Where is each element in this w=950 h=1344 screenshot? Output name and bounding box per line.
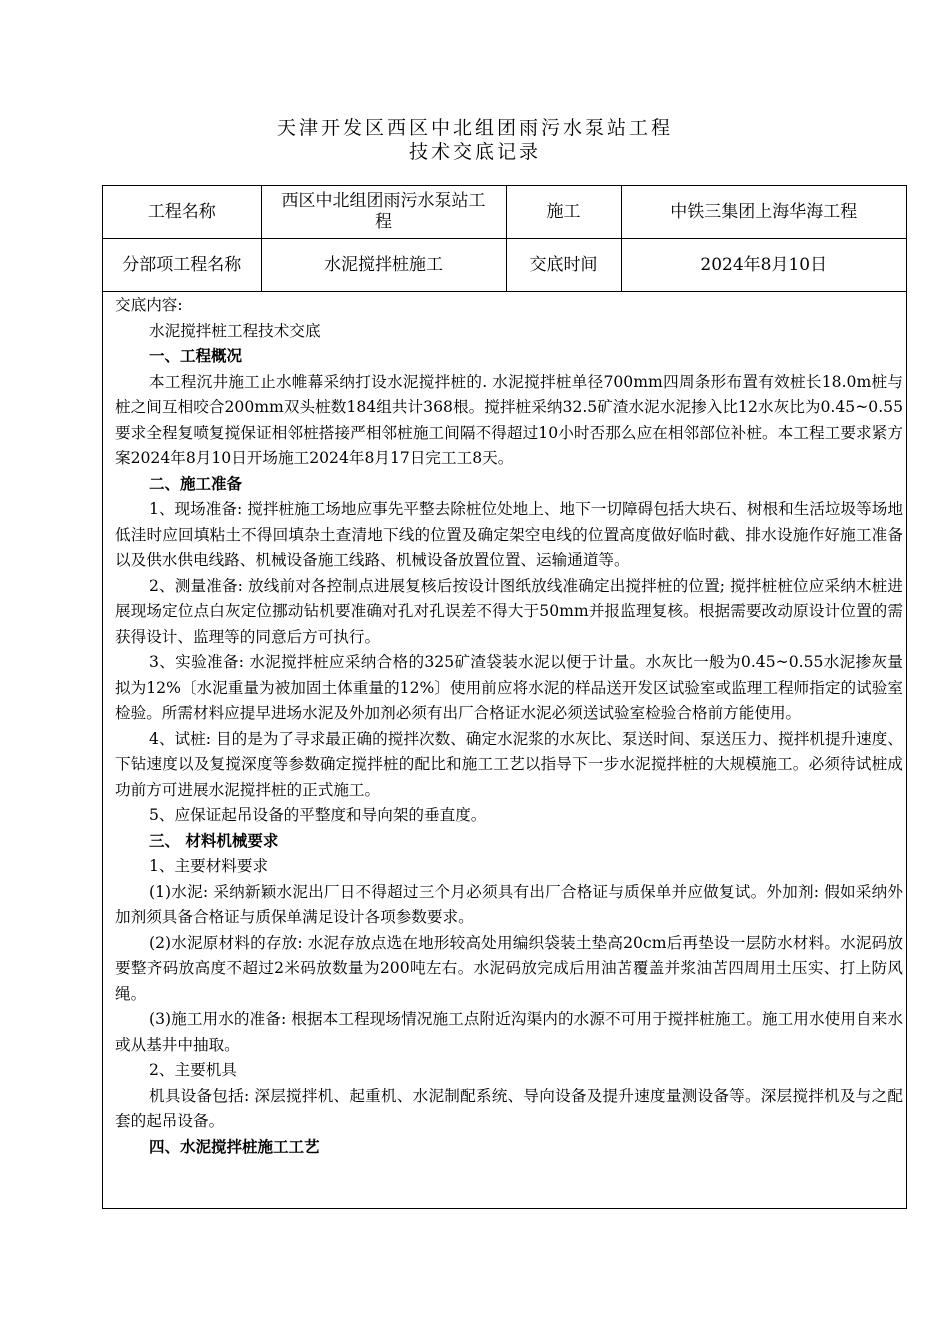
section-2-paragraph: 1、现场准备: 搅拌桩施工场地应事先平整去除桩位处地上、地下一切障碍包括大块石、树根和生活垃圾等场地低洼时应回填粘土不得回填杂土查清地下线的位置及确定架空电线的位置高度做好临时截、排水设施作好施工准备以及供水供电线路、机械设备施工线路、机械设备放置位置、运输通道等。 bbox=[115, 500, 903, 569]
subproject-label: 分部项工程名称 bbox=[103, 239, 261, 292]
handover-time-value: 2024年8月10日 bbox=[621, 239, 906, 292]
header-row-project bbox=[103, 186, 906, 239]
section-3-paragraph: (2)水泥原材料的存放: 水泥存放点选在地形较高处用编织袋装土垫高20cm后再垫设一层防水材料。水泥码放要整齐码放高度不超过2米码放数量为200吨左右。水泥码放完成后用油苫覆盖并浆油苫四周用土压实、打上防风绳。 bbox=[115, 933, 903, 1003]
section-3-paragraph: (3)施工用水的准备: 根据本工程现场情况施工点附近沟渠内的水源不可用于搅拌桩施工。施工用水使用自来水或从基井中抽取。 bbox=[115, 1010, 903, 1054]
section-2-paragraph: 3、实验准备: 水泥搅拌桩应采纳合格的325矿渣袋装水泥以便于计量。水灰比一般为0.45~0.55水泥掺灰量拟为12%〔水泥重量为被加固土体重量的12%〕使用前应将水泥的样品送开发区试验室或监理工程师指定的试验室检验。所需材料应提早进场水泥及外加剂必须有出厂合格证水泥必须送试验室检验合格前方能使用。 bbox=[115, 653, 903, 722]
section-3-paragraph: (1)水泥: 采纳新颖水泥出厂日不得超过三个月必须具有出厂合格证与质保单并应做复试。外加剂: 假如采纳外加剂须具备合格证与质保单满足设计各项参数要求。 bbox=[115, 882, 903, 926]
section-2-paragraph: 5、应保证起吊设备的平整度和导向架的垂直度。 bbox=[149, 806, 487, 824]
project-name-text: 西区中北组团雨污水泵站工程 bbox=[281, 191, 486, 232]
content-intro-label: 交底内容: bbox=[115, 296, 183, 314]
section-3-subheading: 1、主要材料要求 bbox=[149, 857, 269, 875]
section-2-paragraph: 2、测量准备: 放线前对各控制点进展复核后按设计图纸放线准确定出搅拌桩的位置; 搅拌桩桩位应采纳木桩进展现场定位点白灰定位挪动钻机要准确对孔对孔误差不得大于50mm并报监理复核。根据需要改动原设计位置的需获得设计、监理等的同意后方可执行。 bbox=[115, 576, 903, 646]
project-name-label: 工程名称 bbox=[103, 186, 261, 239]
content-subtitle: 水泥搅拌桩工程技术交底 bbox=[149, 321, 321, 340]
section-2-paragraph: 4、试桩: 目的是为了寻求最正确的搅拌次数、确定水泥浆的水灰比、泵送时间、泵送压力、搅拌机提升速度、下钻速度以及复搅深度等参数确定搅拌桩的配比和施工工艺以指导下一步水泥搅拌桩的大规模施工。必须待试桩成功前方可进展水泥搅拌桩的正式施工。 bbox=[115, 729, 903, 799]
construction-value: 中铁三集团上海华海工程 bbox=[621, 186, 906, 239]
construction-label: 施工 bbox=[506, 186, 621, 239]
handover-content bbox=[103, 292, 906, 1160]
document-title: 天津开发区西区中北组团雨污水泵站工程 bbox=[276, 117, 673, 139]
document-subtitle: 技术交底记录 bbox=[408, 141, 541, 163]
header-row-subproject bbox=[103, 239, 906, 292]
section-3-subheading: 2、主要机具 bbox=[149, 1061, 237, 1079]
handover-time-label: 交底时间 bbox=[506, 239, 621, 292]
section-3-paragraph: 机具设备包括: 深层搅拌机、起重机、水泥制配系统、导向设备及提升速度量测设备等。深层搅拌机及与之配套的起吊设备。 bbox=[115, 1086, 903, 1130]
section-4-heading: 四、水泥搅拌桩施工工艺 bbox=[149, 1137, 320, 1156]
header-table bbox=[103, 186, 906, 292]
project-name-value bbox=[261, 186, 506, 239]
subproject-value: 水泥搅拌桩施工 bbox=[261, 239, 506, 292]
section-1-paragraph: 本工程沉井施工止水帷幕采纳打设水泥搅拌桩的. 水泥搅拌桩单径700mm四周条形布置有效桩长18.0m桩与桩之间互相咬合200mm双头桩数184组共计368根。搅拌桩采纳32.5矿渣水泥水泥掺入比12水灰比为0.45~0.55要求全程复喷复搅保证相邻桩搭接严相邻桩施工间隔不得超过10小时否那么应在相邻部位补桩。本工程工要求紧方案2024年8月10日开场施工2024年8月17日完工工8天。 bbox=[115, 372, 903, 467]
section-1-heading: 一、工程概况 bbox=[149, 347, 243, 365]
record-sheet bbox=[102, 185, 907, 1209]
section-3-heading: 三、 材料机械要求 bbox=[149, 831, 279, 850]
section-2-heading: 二、施工准备 bbox=[149, 474, 243, 493]
